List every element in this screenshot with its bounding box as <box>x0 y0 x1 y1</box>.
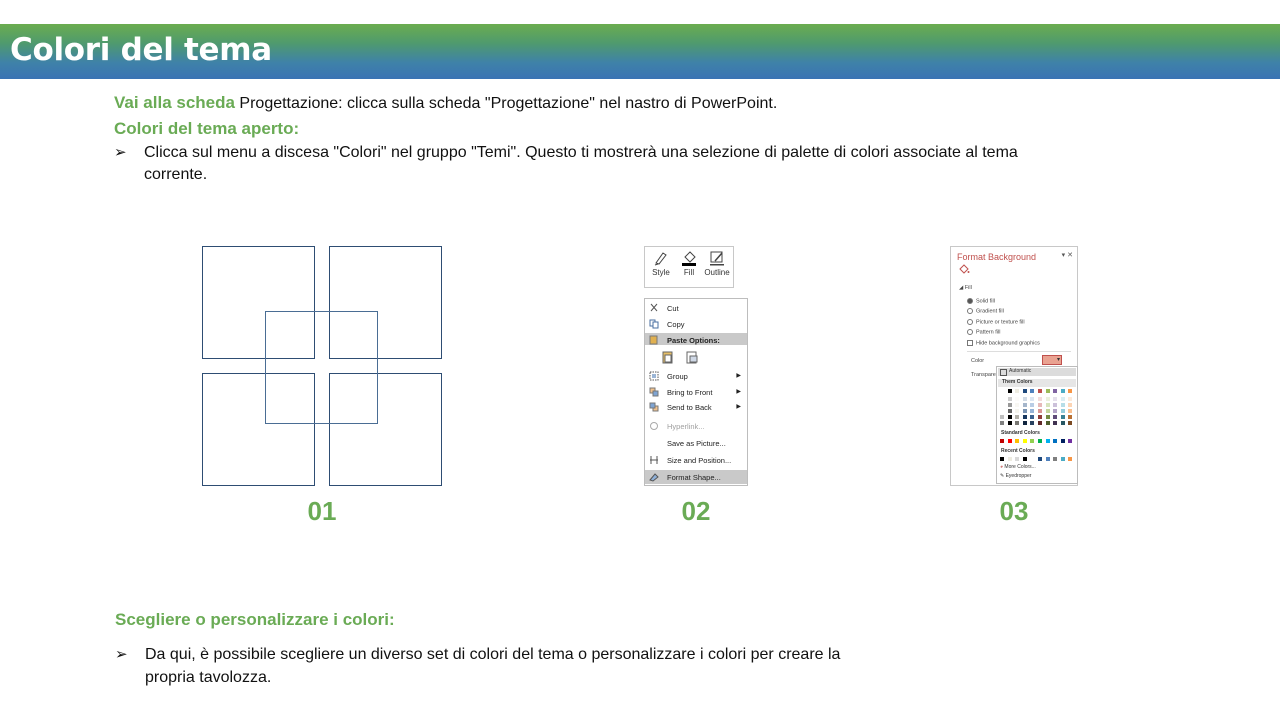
theme-shade-swatch[interactable] <box>1046 409 1050 413</box>
pattern-fill-radio[interactable]: Pattern fill <box>967 329 1000 335</box>
menu-item-copy[interactable]: Copy <box>645 317 747 331</box>
bullet-icon: ➢ <box>114 144 127 161</box>
theme-color-swatch[interactable] <box>1015 389 1019 393</box>
theme-shade-swatch[interactable] <box>1053 409 1057 413</box>
theme-shade-swatch[interactable] <box>1008 415 1012 419</box>
theme-shade-swatch[interactable] <box>1000 397 1004 401</box>
context-menu <box>644 298 748 486</box>
theme-shade-swatch[interactable] <box>1046 415 1050 419</box>
menu-item-save-as-picture[interactable]: Save as Picture... <box>667 439 726 448</box>
picture-fill-radio[interactable]: Picture or texture fill <box>967 319 1025 325</box>
scissors-icon <box>649 303 659 313</box>
color-label: Color <box>971 358 985 364</box>
outline-button[interactable] <box>703 250 731 277</box>
paste-picture-icon[interactable] <box>685 350 699 364</box>
recent-color-swatch[interactable] <box>1023 457 1027 461</box>
recent-color-swatch[interactable] <box>1053 457 1057 461</box>
menu-item-send-to-back[interactable]: Send to Back ▶ <box>645 400 747 414</box>
theme-shade-swatch[interactable] <box>1030 397 1034 401</box>
menu-item-size-and-position[interactable]: Size and Position... <box>645 453 747 467</box>
theme-shade-swatch[interactable] <box>1046 421 1050 425</box>
theme-shade-swatch[interactable] <box>1000 415 1004 419</box>
fill-button[interactable] <box>675 250 703 277</box>
theme-color-swatch[interactable] <box>1000 389 1004 393</box>
theme-shade-swatch[interactable] <box>1046 397 1050 401</box>
theme-shade-swatch[interactable] <box>1008 403 1012 407</box>
theme-shade-swatch[interactable] <box>1015 397 1019 401</box>
bullet1-line2: corrente. <box>144 166 208 183</box>
divider <box>967 351 1071 352</box>
figure-number-03: 03 <box>999 496 1029 526</box>
theme-shade-swatch[interactable] <box>1023 403 1027 407</box>
recent-colors-header: Recent Colors <box>1001 448 1035 454</box>
recent-color-swatch[interactable] <box>1038 457 1042 461</box>
step1-line <box>114 92 777 115</box>
title-bar <box>0 24 1280 79</box>
recent-color-swatch[interactable] <box>1008 457 1012 461</box>
theme-colors-header: Them Colors <box>998 379 1076 387</box>
menu-item-cut[interactable]: Cut <box>645 301 747 315</box>
theme-shade-swatch[interactable] <box>1053 415 1057 419</box>
menu-item-group[interactable]: Group ▶ <box>645 369 747 383</box>
paint-bucket-icon[interactable] <box>958 264 970 274</box>
theme-shade-swatch[interactable] <box>1038 415 1042 419</box>
standard-color-swatch[interactable] <box>1030 439 1034 443</box>
figure-number-01: 01 <box>307 496 337 526</box>
paste-icon <box>649 335 659 345</box>
theme-shade-swatch[interactable] <box>1008 409 1012 413</box>
outline-label: Outline <box>704 268 730 277</box>
bullet-icon: ➢ <box>115 646 128 663</box>
eyedropper-icon: ✎ <box>1000 473 1005 479</box>
recent-color-swatch[interactable] <box>1068 457 1072 461</box>
theme-shade-swatch[interactable] <box>1015 409 1019 413</box>
theme-shade-swatch[interactable] <box>1068 403 1072 407</box>
step3-label: Scegliere o personalizzare i colori: <box>115 610 395 629</box>
style-icon <box>653 250 669 266</box>
paste-keep-icon[interactable] <box>661 350 675 364</box>
theme-color-swatch[interactable] <box>1038 389 1042 393</box>
theme-shade-swatch[interactable] <box>1068 415 1072 419</box>
theme-shade-swatch[interactable] <box>1023 397 1027 401</box>
theme-shade-swatch[interactable] <box>1008 397 1012 401</box>
bullet1-line1: Clicca sul menu a discesa "Colori" nel gruppo "Temi". Questo ti mostrerà una selezione di palette di colori associate al tema <box>144 144 1018 161</box>
theme-shade-swatch[interactable] <box>1000 403 1004 407</box>
standard-color-swatch[interactable] <box>1053 439 1057 443</box>
format-shape-icon <box>649 472 659 482</box>
theme-shade-swatch[interactable] <box>1061 397 1065 401</box>
theme-color-swatch[interactable] <box>1061 389 1065 393</box>
panel-title: Format Background <box>957 252 1037 262</box>
hyperlink-icon <box>649 421 659 431</box>
theme-shade-swatch[interactable] <box>1015 421 1019 425</box>
recent-color-swatch[interactable] <box>1030 457 1034 461</box>
theme-shade-swatch[interactable] <box>1038 421 1042 425</box>
theme-shade-swatch[interactable] <box>1038 403 1042 407</box>
figure-number-02: 02 <box>681 496 711 526</box>
theme-shade-swatch[interactable] <box>1038 409 1042 413</box>
theme-shade-swatch[interactable] <box>1053 421 1057 425</box>
menu-item-hyperlink: Hyperlink... <box>645 419 747 433</box>
fill-label: Fill <box>683 268 695 277</box>
paste-option-icons <box>661 349 701 365</box>
recent-color-swatch[interactable] <box>1061 457 1065 461</box>
submenu-arrow-icon: ▶ <box>736 389 741 395</box>
theme-shade-swatch[interactable] <box>1061 403 1065 407</box>
group-icon <box>649 371 659 381</box>
theme-shade-swatch[interactable] <box>1030 409 1034 413</box>
standard-color-swatch[interactable] <box>1023 439 1027 443</box>
step2-label: Colori del tema aperto: <box>114 119 300 138</box>
standard-color-swatch[interactable] <box>1015 439 1019 443</box>
standard-color-swatch[interactable] <box>1008 439 1012 443</box>
theme-shade-swatch[interactable] <box>1053 403 1057 407</box>
theme-shade-swatch[interactable] <box>1038 397 1042 401</box>
step1-label: Vai alla scheda <box>114 93 235 112</box>
chevron-down-icon: ▾ <box>1056 357 1060 363</box>
style-button[interactable] <box>647 250 675 277</box>
standard-color-swatch[interactable] <box>1061 439 1065 443</box>
shape-format-toolbar <box>644 246 734 288</box>
recent-color-swatch[interactable] <box>1046 457 1050 461</box>
square-center <box>265 311 378 424</box>
theme-shade-swatch[interactable] <box>1023 421 1027 425</box>
theme-shade-swatch[interactable] <box>1000 421 1004 425</box>
standard-color-swatch[interactable] <box>1000 439 1004 443</box>
color-wheel-icon: ◕ <box>1000 464 1004 470</box>
theme-shade-swatch[interactable] <box>1008 421 1012 425</box>
theme-shade-swatch[interactable] <box>1030 403 1034 407</box>
standard-color-swatch[interactable] <box>1046 439 1050 443</box>
automatic-option[interactable]: Automatic <box>998 368 1076 376</box>
theme-shade-swatch[interactable] <box>1023 409 1027 413</box>
pencil-icon <box>709 250 725 266</box>
menu-item-bring-to-front[interactable]: Bring to Front ▶ <box>645 385 747 399</box>
gradient-fill-radio[interactable]: Gradient fill <box>967 308 1004 314</box>
theme-shade-swatch[interactable] <box>1015 415 1019 419</box>
slide-title: Colori del tema <box>10 32 272 68</box>
theme-shade-swatch[interactable] <box>1015 403 1019 407</box>
send-back-icon <box>649 402 659 412</box>
color-picker-button[interactable] <box>1042 355 1062 365</box>
step1-text: Progettazione: clicca sulla scheda "Progettazione" nel nastro di PowerPoint. <box>234 95 778 112</box>
theme-color-swatch[interactable] <box>1023 389 1027 393</box>
standard-color-swatch[interactable] <box>1068 439 1072 443</box>
theme-shade-swatch[interactable] <box>1000 409 1004 413</box>
theme-shade-swatch[interactable] <box>1030 421 1034 425</box>
recent-color-swatch[interactable] <box>1015 457 1019 461</box>
hide-background-checkbox[interactable]: Hide background graphics <box>967 340 1040 346</box>
panel-controls[interactable]: ▾ ✕ <box>1061 252 1073 259</box>
bullet2-line1: Da qui, è possibile scegliere un diverso set di colori del tema o personalizzare i colori per creare la <box>145 646 841 663</box>
paint-bucket-icon <box>681 250 697 266</box>
theme-shade-swatch[interactable] <box>1046 403 1050 407</box>
theme-shade-swatch[interactable] <box>1061 421 1065 425</box>
recent-color-swatch[interactable] <box>1000 457 1004 461</box>
theme-color-swatch[interactable] <box>1053 389 1057 393</box>
submenu-arrow-icon: ▶ <box>736 404 741 410</box>
submenu-arrow-icon: ▶ <box>736 373 741 379</box>
theme-shade-swatch[interactable] <box>1053 397 1057 401</box>
more-colors-option[interactable]: ◕ More Colors... <box>1000 464 1036 470</box>
size-icon <box>649 455 659 465</box>
menu-item-paste-options: Paste Options: <box>645 333 747 345</box>
standard-colors-header: Standard Colors <box>1001 430 1040 436</box>
theme-shade-swatch[interactable] <box>1023 415 1027 419</box>
color-palette-dropdown <box>996 366 1078 484</box>
standard-color-swatch[interactable] <box>1038 439 1042 443</box>
theme-color-swatch[interactable] <box>1068 389 1072 393</box>
theme-shade-swatch[interactable] <box>1068 397 1072 401</box>
theme-color-swatch[interactable] <box>1046 389 1050 393</box>
theme-color-swatch[interactable] <box>1030 389 1034 393</box>
theme-shade-swatch[interactable] <box>1061 409 1065 413</box>
theme-shade-swatch[interactable] <box>1068 421 1072 425</box>
style-label: Style <box>652 268 670 277</box>
copy-icon <box>649 319 659 329</box>
theme-shade-swatch[interactable] <box>1030 415 1034 419</box>
transparency-label: Transpare <box>971 372 996 378</box>
fill-section-header[interactable]: ◢ Fill <box>959 285 972 291</box>
bullet2-line2: propria tavolozza. <box>145 669 272 686</box>
menu-item-format-shape[interactable]: Format Shape... <box>645 470 747 484</box>
theme-shade-swatch[interactable] <box>1068 409 1072 413</box>
theme-color-swatch[interactable] <box>1008 389 1012 393</box>
solid-fill-radio[interactable]: Solid fill <box>967 298 995 304</box>
theme-shade-swatch[interactable] <box>1061 415 1065 419</box>
eyedropper-option[interactable]: ✎ Eyedropper <box>1000 473 1032 479</box>
bring-front-icon <box>649 387 659 397</box>
